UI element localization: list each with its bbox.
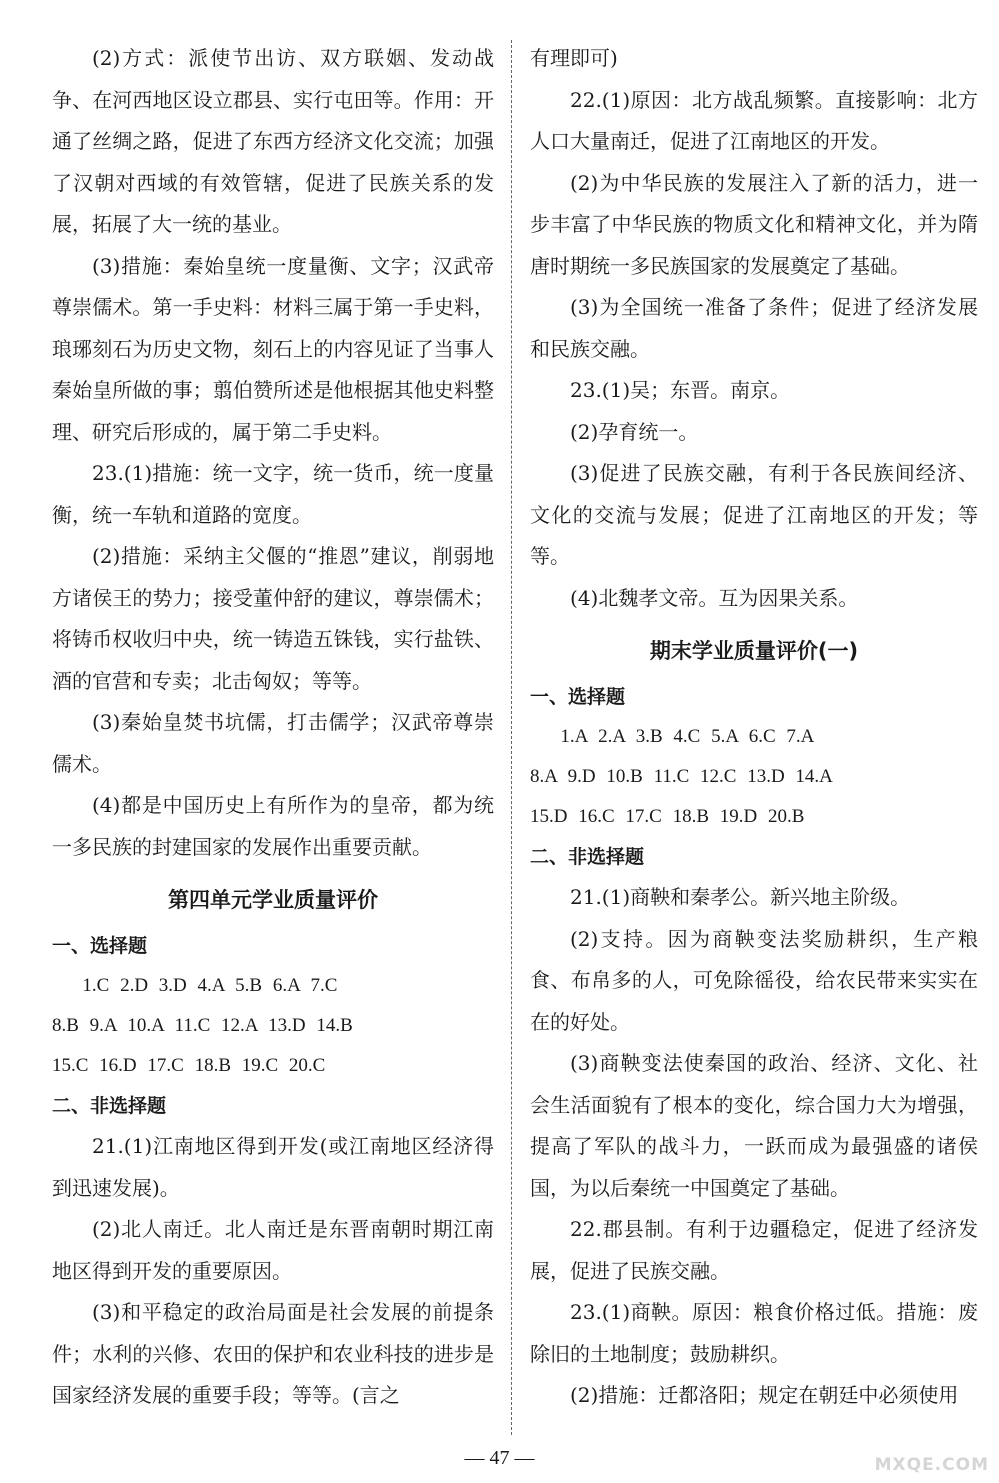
- answer-paragraph: (4)北魏孝文帝。互为因果关系。: [570, 585, 859, 610]
- choice-answers-row: 8.A 9.D 10.B 11.C 12.C 13.D 14.A: [530, 766, 833, 787]
- answer-paragraph: 23.(1)商鞅。原因：粮食价格过低。措施：废除旧的土地制度；鼓励耕织。: [530, 1300, 978, 1366]
- answer-paragraph: 21.(1)商鞅和秦孝公。新兴地主阶级。: [570, 885, 911, 909]
- answer-paragraph: (3)和平稳定的政治局面是社会发展的前提条件；水利的兴修、农田的保护和农业科技的进步是国家经济发展的重要手段；等等。(言之: [52, 1300, 494, 1407]
- answer-paragraph: 22.郡县制。有利于边疆稳定，促进了经济发展，促进了民族交融。: [530, 1217, 978, 1283]
- answer-paragraph: 23.(1)吴；东晋。南京。: [570, 378, 791, 402]
- nonchoice-heading: 二、非选择题: [530, 846, 645, 868]
- choice-heading: 一、选择题: [52, 935, 148, 957]
- choice-answers-row: 8.B 9.A 10.A 11.C 12.A 13.D 14.B: [52, 1015, 353, 1036]
- section-title: 第四单元学业质量评价: [168, 888, 378, 912]
- answer-paragraph: 21.(1)江南地区得到开发(或江南地区经济得到迅速发展)。: [52, 1134, 494, 1200]
- page-number: — 47 —: [464, 1447, 535, 1469]
- section-title: 期末学业质量评价(一): [649, 639, 859, 663]
- choice-heading: 一、选择题: [530, 686, 626, 708]
- watermark-text: MXQE.COM: [874, 1455, 989, 1475]
- choice-answers-row: 1.C 2.D 3.D 4.A 5.B 6.A 7.C: [82, 975, 338, 996]
- column-divider: [511, 40, 512, 1435]
- answer-paragraph: (3)秦始皇焚书坑儒，打击儒学；汉武帝尊崇儒术。: [52, 710, 494, 776]
- answer-paragraph: (2)支持。因为商鞅变法奖励耕织，生产粮食、布帛多的人，可免除徭役，给农民带来实实在在的好处。: [530, 926, 978, 1034]
- answer-paragraph: (3)为全国统一准备了条件；促进了经济发展和民族交融。: [530, 295, 978, 361]
- answer-paragraph: (3)商鞅变法使秦国的政治、经济、文化、社会生活面貌有了根本的变化，综合国力大为增强，提高了军队的战斗力，一跃而成为最强盛的诸侯国，为以后秦统一中国奠定了基础。: [530, 1051, 978, 1200]
- answer-paragraph: 23.(1)措施：统一文字，统一货币，统一度量衡，统一车轨和道路的宽度。: [52, 461, 494, 527]
- answer-paragraph: (2)方式：派使节出访、双方联姻、发动战争、在河西地区设立郡县、实行屯田等。作用：开通了丝绸之路，促进了东西方经济文化交流；加强了汉朝对西域的有效管辖，促进了民族关系的发展，拓展了大一统的基业。: [52, 46, 494, 236]
- choice-answers-row: 15.D 16.C 17.C 18.B 19.D 20.B: [530, 806, 805, 827]
- choice-answers-row: 15.C 16.D 17.C 18.B 19.C 20.C: [52, 1055, 326, 1076]
- watermark-logo: [839, 1390, 989, 1475]
- answer-paragraph: (2)北人南迁。北人南迁是东晋南朝时期江南地区得到开发的重要原因。: [52, 1217, 494, 1283]
- answer-paragraph: (2)措施：迁都洛阳；规定在朝廷中必须使用: [570, 1383, 959, 1407]
- choice-answers-row: 1.A 2.A 3.B 4.C 5.A 6.C 7.A: [560, 726, 815, 747]
- right-column: [530, 38, 978, 1417]
- answer-paragraph: (2)孕育统一。: [570, 419, 699, 444]
- left-column: [52, 38, 494, 1417]
- answer-paragraph: 22.(1)原因：北方战乱频繁。直接影响：北方人口大量南迁，促进了江南地区的开发。: [530, 87, 978, 153]
- nonchoice-heading: 二、非选择题: [52, 1095, 167, 1117]
- answer-paragraph: 有理即可): [530, 46, 618, 70]
- answer-paragraph: (2)措施：采纳主父偃的“推恩”建议，削弱地方诸侯王的势力；接受董仲舒的建议，尊崇儒术；将铸币权收归中央，统一铸造五铢钱，实行盐铁、酒的官营和专卖；北击匈奴；等等。: [52, 544, 494, 693]
- answer-paragraph: (4)都是中国历史上有所作为的皇帝，都为统一多民族的封建国家的发展作出重要贡献。: [52, 793, 494, 859]
- answer-paragraph: (3)措施：秦始皇统一度量衡、文字；汉武帝尊崇儒术。第一手史料：材料三属于第一手史料，琅琊刻石为历史文物，刻石上的内容见证了当事人秦始皇所做的事；翦伯赞所述是他根据其他史料整理、研究后形成的，属于第二手史料。: [52, 253, 494, 444]
- answer-paragraph: (2)为中华民族的发展注入了新的活力，进一步丰富了中华民族的物质文化和精神文化，并为隋唐时期统一多民族国家的发展奠定了基础。: [530, 170, 978, 278]
- answer-paragraph: (3)促进了民族交融，有利于各民族间经济、文化的交流与发展；促进了江南地区的开发；等等。: [530, 461, 978, 568]
